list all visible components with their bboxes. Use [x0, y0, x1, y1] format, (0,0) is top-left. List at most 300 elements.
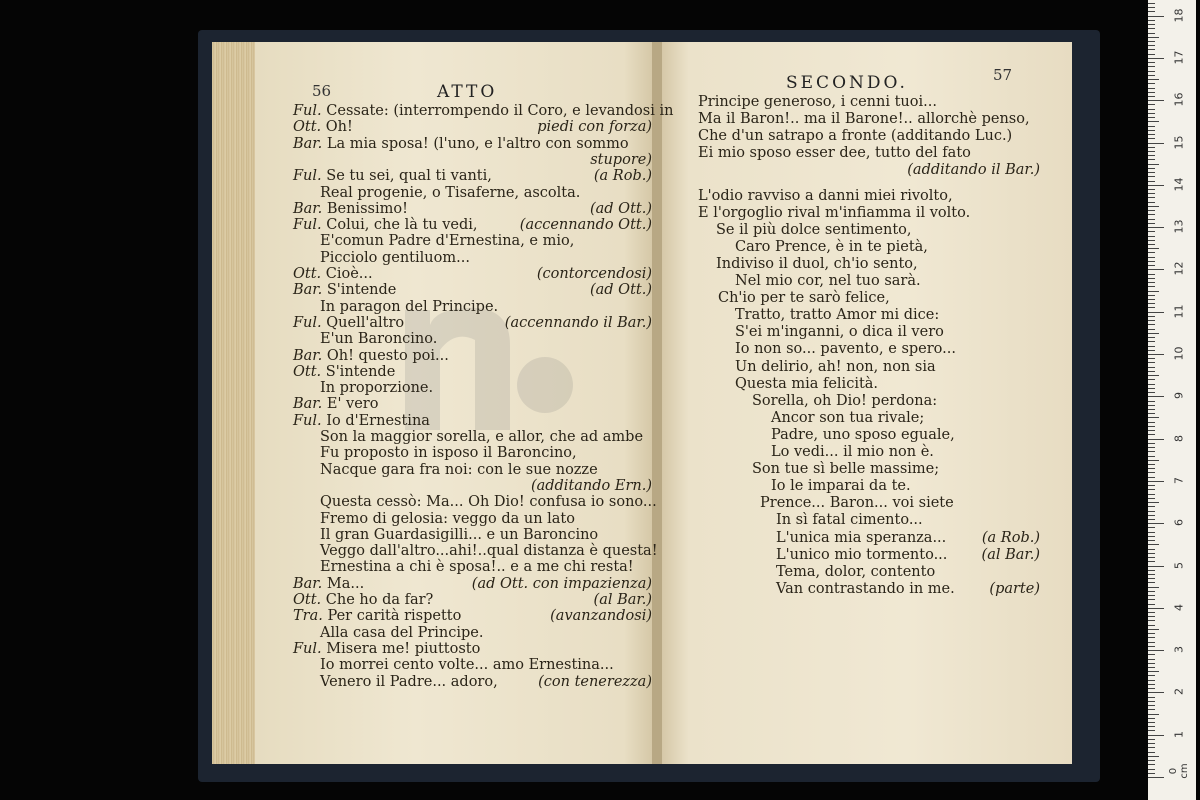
ruler-tick	[1148, 248, 1159, 249]
ruler-tick	[1148, 37, 1159, 38]
left-text-line	[293, 217, 478, 233]
ruler-tick	[1148, 557, 1155, 558]
ruler-tick	[1148, 278, 1155, 279]
ruler-tick	[1148, 650, 1164, 651]
ruler-tick	[1148, 307, 1155, 308]
stage-direction: (parte)	[989, 580, 1040, 597]
right-text-line: Prence... Baron... voi siete	[760, 495, 954, 512]
left-text-line: Io morrei cento volte... amo Ernestina...	[320, 657, 614, 674]
ruler-tick	[1148, 604, 1155, 605]
ruler-tick	[1148, 663, 1155, 664]
ruler-number: 12	[1172, 261, 1186, 276]
ruler-tick	[1148, 210, 1155, 211]
ruler-tick	[1148, 354, 1164, 355]
ruler-tick	[1148, 439, 1164, 440]
ruler-tick	[1148, 362, 1155, 363]
ruler-tick	[1148, 388, 1155, 389]
ruler-tick	[1148, 612, 1155, 613]
ruler-tick	[1148, 506, 1155, 507]
stage-direction: (con tenerezza)	[538, 673, 652, 690]
ruler-tick	[1148, 121, 1159, 122]
ruler-tick	[1148, 358, 1155, 359]
ruler-tick	[1148, 595, 1155, 596]
ruler-tick	[1148, 24, 1155, 25]
left-text-line	[293, 201, 408, 217]
ruler-tick	[1148, 511, 1155, 512]
ruler-tick	[1148, 777, 1164, 778]
speaker-name: Ful.	[293, 412, 322, 429]
left-text-line	[293, 592, 433, 608]
ruler-tick	[1148, 587, 1159, 588]
stage-direction: (a Rob.)	[981, 529, 1040, 546]
verse-text: Se tu sei, qual ti vanti,	[321, 168, 492, 185]
ruler-tick	[1148, 227, 1164, 228]
ruler-tick	[1148, 337, 1155, 338]
ruler-tick	[1148, 532, 1155, 533]
ruler-tick	[1148, 274, 1155, 275]
ruler-tick	[1148, 113, 1155, 114]
verse-text: Che ho da far?	[321, 592, 434, 608]
ruler-tick	[1148, 472, 1155, 473]
ruler-tick	[1148, 447, 1155, 448]
ruler-tick	[1148, 261, 1155, 262]
right-text-line: Indiviso il duol, ch'io sento,	[716, 255, 918, 272]
speaker-name: Tra.	[293, 608, 323, 625]
ruler-tick	[1148, 392, 1155, 393]
right-text-line: Che d'un satrapo a fronte (additando Luc.)	[698, 128, 1013, 145]
ruler-tick	[1148, 11, 1155, 12]
stage-direction: (accennando il Bar.)	[504, 314, 652, 331]
speaker-name: Bar.	[293, 575, 323, 592]
ruler-tick	[1148, 616, 1155, 617]
right-page-header: SECONDO.	[786, 73, 908, 93]
ruler-tick	[1148, 477, 1155, 478]
speaker-name: Ott.	[293, 592, 322, 608]
ruler-tick	[1148, 371, 1155, 372]
ruler-tick	[1148, 240, 1155, 241]
stage-direction: (additando Ern.)	[530, 477, 652, 494]
left-text-line	[293, 315, 404, 331]
ruler-number: 18	[1172, 8, 1186, 23]
ruler-tick	[1148, 396, 1164, 397]
measuring-ruler	[1148, 0, 1196, 800]
speaker-name: Bar.	[293, 282, 323, 299]
ruler-tick	[1148, 730, 1155, 731]
verse-text: Cessate: (interrompendo il Coro, e levandosi in	[321, 103, 674, 119]
ruler-tick	[1148, 75, 1155, 76]
verse-text: E' vero	[322, 396, 379, 413]
ruler-tick	[1148, 324, 1155, 325]
right-text-line: Sorella, oh Dio! perdona:	[752, 392, 938, 409]
verse-text: Misera me! piuttosto	[321, 640, 481, 657]
ruler-tick	[1148, 417, 1159, 418]
right-text-line: L'unico mio tormento...	[776, 546, 948, 563]
ruler-tick	[1148, 7, 1155, 8]
ruler-number: 15	[1172, 135, 1186, 149]
ruler-tick	[1148, 303, 1155, 304]
ruler-tick	[1148, 172, 1155, 173]
left-text-line	[293, 364, 395, 380]
ruler-tick	[1148, 714, 1159, 715]
left-text-line	[293, 413, 430, 429]
ruler-tick	[1148, 722, 1155, 723]
verse-text: Ma...	[322, 575, 365, 592]
ruler-tick	[1148, 760, 1155, 761]
left-text-line	[293, 576, 364, 592]
ruler-tick	[1148, 126, 1155, 127]
ruler-tick	[1148, 312, 1164, 313]
left-text-line: Questa cessò: Ma... Oh Dio! confusa io sono...	[320, 494, 657, 511]
stage-direction: (ad Ott.)	[589, 200, 652, 217]
speaker-name: Ott.	[293, 363, 322, 380]
ruler-tick	[1148, 20, 1155, 21]
left-text-line: In paragon del Principe.	[320, 298, 499, 315]
ruler-tick	[1148, 109, 1155, 110]
ruler-tick	[1148, 769, 1155, 770]
ruler-number: 3	[1172, 646, 1186, 654]
ruler-tick	[1148, 185, 1164, 186]
ruler-tick	[1148, 460, 1159, 461]
left-text-line: Nacque gara fra noi: con le sue nozze	[320, 461, 598, 478]
left-text-line	[293, 348, 449, 364]
ruler-tick	[1148, 468, 1155, 469]
ruler-tick	[1148, 41, 1155, 42]
ruler-tick	[1148, 430, 1155, 431]
verse-text: Per carità rispetto	[322, 608, 462, 625]
ruler-tick	[1148, 130, 1155, 131]
ruler-tick	[1148, 341, 1155, 342]
ruler-tick	[1148, 350, 1155, 351]
ruler-tick	[1148, 138, 1155, 139]
ruler-tick	[1148, 426, 1155, 427]
ruler-tick	[1148, 743, 1155, 744]
ruler-tick	[1148, 401, 1155, 402]
right-text-line: Ei mio sposo esser dee, tutto del fato	[698, 145, 971, 162]
ruler-tick	[1148, 320, 1155, 321]
left-text-line: Son la maggior sorella, e allor, che ad ambe	[320, 429, 644, 445]
ruler-tick	[1148, 684, 1155, 685]
left-text-line: Fremo di gelosia: veggo da un lato	[320, 510, 575, 527]
ruler-tick	[1148, 659, 1155, 660]
right-text-line: Io le imparai da te.	[771, 478, 911, 495]
stage-direction: (ad Ott.)	[589, 282, 652, 299]
left-page-number: 56	[312, 82, 332, 100]
ruler-tick	[1148, 413, 1155, 414]
ruler-tick	[1148, 54, 1155, 55]
verse-text: Benissimo!	[322, 200, 408, 217]
ruler-tick	[1148, 566, 1164, 567]
right-text-line: Se il più dolce sentimento,	[716, 221, 912, 238]
ruler-tick	[1148, 168, 1155, 169]
left-text-line	[293, 266, 373, 282]
ruler-tick	[1148, 574, 1155, 575]
verse-text: Quell'altro	[321, 314, 405, 331]
ruler-tick	[1148, 451, 1155, 452]
ruler-tick	[1148, 223, 1155, 224]
ruler-tick	[1148, 654, 1155, 655]
ruler-tick	[1148, 143, 1164, 144]
ruler-number: 6	[1172, 519, 1186, 527]
ruler-tick	[1148, 104, 1155, 105]
speaker-name: Ful.	[293, 314, 322, 331]
left-text-line	[293, 136, 629, 152]
ruler-tick	[1148, 193, 1155, 194]
right-text-line: E l'orgoglio rival m'infiamma il volto.	[698, 204, 971, 221]
ruler-tick	[1148, 773, 1155, 774]
ruler-tick	[1148, 28, 1155, 29]
verse-text: Oh!	[321, 119, 353, 136]
right-text-line: Un delirio, ah! non, non sia	[735, 358, 936, 375]
ruler-tick	[1148, 701, 1155, 702]
ruler-tick	[1148, 134, 1155, 135]
left-text-line: Venero il Padre... adoro,	[320, 673, 498, 690]
ruler-tick	[1148, 176, 1155, 177]
stage-direction: stupore)	[590, 151, 652, 168]
ruler-tick	[1148, 752, 1155, 753]
ruler-tick	[1148, 92, 1155, 93]
speaker-name: Bar.	[293, 347, 323, 364]
stage-direction: (contorcendosi)	[536, 266, 652, 282]
ruler-tick	[1148, 316, 1155, 317]
ruler-tick	[1148, 164, 1159, 165]
left-page-header: ATTO	[437, 82, 498, 102]
ruler-tick	[1148, 633, 1155, 634]
verse-text: La mia sposa! (l'uno, e l'altro con sommo	[322, 135, 629, 152]
ruler-tick	[1148, 747, 1155, 748]
ruler-number: 11	[1172, 304, 1186, 319]
ruler-tick	[1148, 291, 1159, 292]
stage-direction: (a Rob.)	[593, 168, 652, 185]
ruler-tick	[1148, 88, 1155, 89]
ruler-tick	[1148, 735, 1164, 736]
left-text-line: Picciolo gentiluom...	[320, 249, 470, 266]
ruler-tick	[1148, 629, 1159, 630]
ruler-tick	[1148, 675, 1155, 676]
ruler-tick	[1148, 231, 1155, 232]
right-text-line: L'odio ravviso a danni miei rivolto,	[698, 187, 953, 204]
speaker-name: Bar.	[293, 200, 323, 217]
ruler-number: 8	[1172, 434, 1186, 442]
ruler-tick	[1148, 481, 1164, 482]
ruler-number: 4	[1172, 603, 1186, 611]
ruler-tick	[1148, 236, 1155, 237]
ruler-number: 9	[1172, 392, 1186, 400]
ruler-tick	[1148, 494, 1155, 495]
right-text-line: Ancor son tua rivale;	[771, 409, 925, 426]
ruler-tick	[1148, 405, 1155, 406]
ruler-tick	[1148, 206, 1159, 207]
stage-direction: (accennando Ott.)	[519, 217, 652, 234]
verse-text: S'intende	[321, 363, 396, 380]
stage-direction: (ad Ott. con impazienza)	[471, 575, 652, 592]
ruler-tick	[1148, 709, 1155, 710]
right-text-line: Ch'io per te sarò felice,	[718, 290, 890, 307]
stage-direction: (al Bar.)	[593, 592, 652, 608]
ruler-unit-label: 0 cm	[1168, 763, 1190, 779]
ruler-tick	[1148, 688, 1155, 689]
ruler-tick	[1148, 756, 1159, 757]
ruler-number: 17	[1172, 50, 1186, 65]
ruler-tick	[1148, 189, 1155, 190]
left-text-line: Ernestina a chi è sposa!.. e a me chi resta!	[320, 559, 634, 576]
left-text-line	[293, 641, 480, 657]
ruler-tick	[1148, 286, 1155, 287]
ruler-tick	[1148, 367, 1155, 368]
speaker-name: Ful.	[293, 168, 322, 185]
ruler-tick	[1148, 519, 1155, 520]
speaker-name: Ful.	[293, 103, 322, 119]
ruler-tick	[1148, 515, 1155, 516]
ruler-tick	[1148, 549, 1155, 550]
verse-text: Cioè...	[321, 266, 373, 282]
ruler-tick	[1148, 252, 1155, 253]
stage-direction: piedi con forza)	[537, 119, 652, 136]
ruler-tick	[1148, 680, 1155, 681]
ruler-tick	[1148, 697, 1155, 698]
verse-text: Io d'Ernestina	[321, 412, 430, 429]
ruler-tick	[1148, 578, 1155, 579]
left-text-line: E'comun Padre d'Ernestina, e mio,	[320, 233, 575, 250]
stage-direction: (avanzandosi)	[550, 608, 652, 625]
right-text-line: Nel mio cor, nel tuo sarà.	[735, 273, 921, 289]
ruler-number: 1	[1172, 730, 1186, 738]
ruler-tick	[1148, 159, 1155, 160]
ruler-tick	[1148, 71, 1155, 72]
ruler-tick	[1148, 58, 1164, 59]
ruler-tick	[1148, 375, 1159, 376]
ruler-tick	[1148, 117, 1155, 118]
ruler-number: 10	[1172, 346, 1186, 361]
right-page-number: 57	[993, 66, 1013, 84]
ruler-tick	[1148, 608, 1164, 609]
right-text-line: In sì fatal cimento...	[776, 512, 923, 529]
ruler-tick	[1148, 96, 1155, 97]
ruler-tick	[1148, 599, 1155, 600]
ruler-tick	[1148, 764, 1155, 765]
speaker-name: Ful.	[293, 640, 322, 657]
ruler-tick	[1148, 299, 1155, 300]
ruler-tick	[1148, 540, 1155, 541]
ruler-tick	[1148, 379, 1155, 380]
stage-direction: (additando il Bar.)	[907, 162, 1040, 179]
ruler-tick	[1148, 3, 1155, 4]
left-text-line: Fu proposto in isposo il Baroncino,	[320, 445, 577, 462]
ruler-number: 2	[1172, 688, 1186, 696]
right-text-line: Lo vedi... il mio non è.	[771, 444, 934, 460]
ruler-tick	[1148, 646, 1155, 647]
ruler-tick	[1148, 45, 1155, 46]
ruler-tick	[1148, 409, 1155, 410]
right-text-line: Ma il Baron!.. ma il Barone!.. allorchè penso,	[698, 111, 1030, 128]
right-text-line: S'ei m'inganni, o dica il vero	[735, 324, 944, 341]
ruler-tick	[1148, 79, 1159, 80]
right-text-line: Io non so... pavento, e spero...	[735, 341, 956, 358]
ruler-number: 5	[1172, 561, 1186, 569]
ruler-tick	[1148, 333, 1159, 334]
ruler-tick	[1148, 62, 1155, 63]
ruler-tick	[1148, 346, 1155, 347]
ruler-tick	[1148, 384, 1155, 385]
ruler-tick	[1148, 257, 1155, 258]
right-text-line: Tema, dolor, contento	[776, 563, 936, 580]
ruler-number: 14	[1172, 177, 1186, 192]
right-text-line: Son tue sì belle massime;	[752, 461, 940, 478]
left-text-line	[293, 608, 461, 624]
ruler-tick	[1148, 197, 1155, 198]
ruler-tick	[1148, 16, 1164, 17]
ruler-tick	[1148, 265, 1155, 266]
ruler-tick	[1148, 147, 1155, 148]
ruler-tick	[1148, 536, 1155, 537]
left-text-line	[293, 119, 353, 135]
speaker-name: Ott.	[293, 266, 322, 282]
left-text-line: Real progenie, o Tisaferne, ascolta.	[320, 184, 581, 201]
ruler-number: 13	[1172, 219, 1186, 234]
speaker-name: Ful.	[293, 217, 322, 234]
ruler-tick	[1148, 498, 1155, 499]
book-gutter	[652, 42, 662, 764]
speaker-name: Bar.	[293, 396, 323, 413]
ruler-tick	[1148, 591, 1155, 592]
left-text-line: Il gran Guardasigilli... e un Baroncino	[320, 526, 599, 543]
ruler-tick	[1148, 434, 1155, 435]
ruler-tick	[1148, 181, 1155, 182]
ruler-tick	[1148, 692, 1164, 693]
ruler-tick	[1148, 269, 1164, 270]
right-text-line: Padre, uno sposo eguale,	[771, 426, 955, 443]
ruler-tick	[1148, 456, 1155, 457]
ruler-tick	[1148, 244, 1155, 245]
ruler-tick	[1148, 282, 1155, 283]
ruler-tick	[1148, 637, 1155, 638]
left-text-line	[293, 396, 378, 412]
right-text-line: Principe generoso, i cenni tuoi...	[698, 94, 937, 110]
ruler-tick	[1148, 642, 1155, 643]
ruler-tick	[1148, 329, 1155, 330]
ruler-number: 7	[1172, 476, 1186, 484]
ruler-tick	[1148, 489, 1155, 490]
left-text-line	[293, 282, 396, 298]
right-text-line: Van contrastando in me.	[776, 580, 955, 597]
ruler-tick	[1148, 620, 1155, 621]
ruler-tick	[1148, 422, 1155, 423]
ruler-tick	[1148, 739, 1155, 740]
ruler-tick	[1148, 561, 1155, 562]
ruler-tick	[1148, 49, 1155, 50]
ruler-tick	[1148, 83, 1155, 84]
ruler-tick	[1148, 671, 1159, 672]
ruler-tick	[1148, 155, 1155, 156]
ruler-tick	[1148, 502, 1159, 503]
stage-direction: (al Bar.)	[981, 546, 1040, 563]
ruler-tick	[1148, 443, 1155, 444]
left-text-line: Veggo dall'altro...ahi!..qual distanza è questa!	[320, 543, 658, 560]
ruler-tick	[1148, 667, 1155, 668]
ruler-tick	[1148, 570, 1155, 571]
ruler-tick	[1148, 726, 1155, 727]
right-text-line: Caro Prence, è in te pietà,	[735, 238, 928, 255]
ruler-tick	[1148, 553, 1155, 554]
ruler-tick	[1148, 295, 1155, 296]
ruler-tick	[1148, 214, 1155, 215]
verse-text: Colui, che là tu vedi,	[321, 217, 478, 234]
ruler-tick	[1148, 66, 1155, 67]
ruler-number: 16	[1172, 92, 1186, 107]
ruler-tick	[1148, 33, 1155, 34]
ruler-tick	[1148, 527, 1155, 528]
left-text-line: E'un Baroncino.	[320, 331, 438, 348]
ruler-tick	[1148, 100, 1164, 101]
